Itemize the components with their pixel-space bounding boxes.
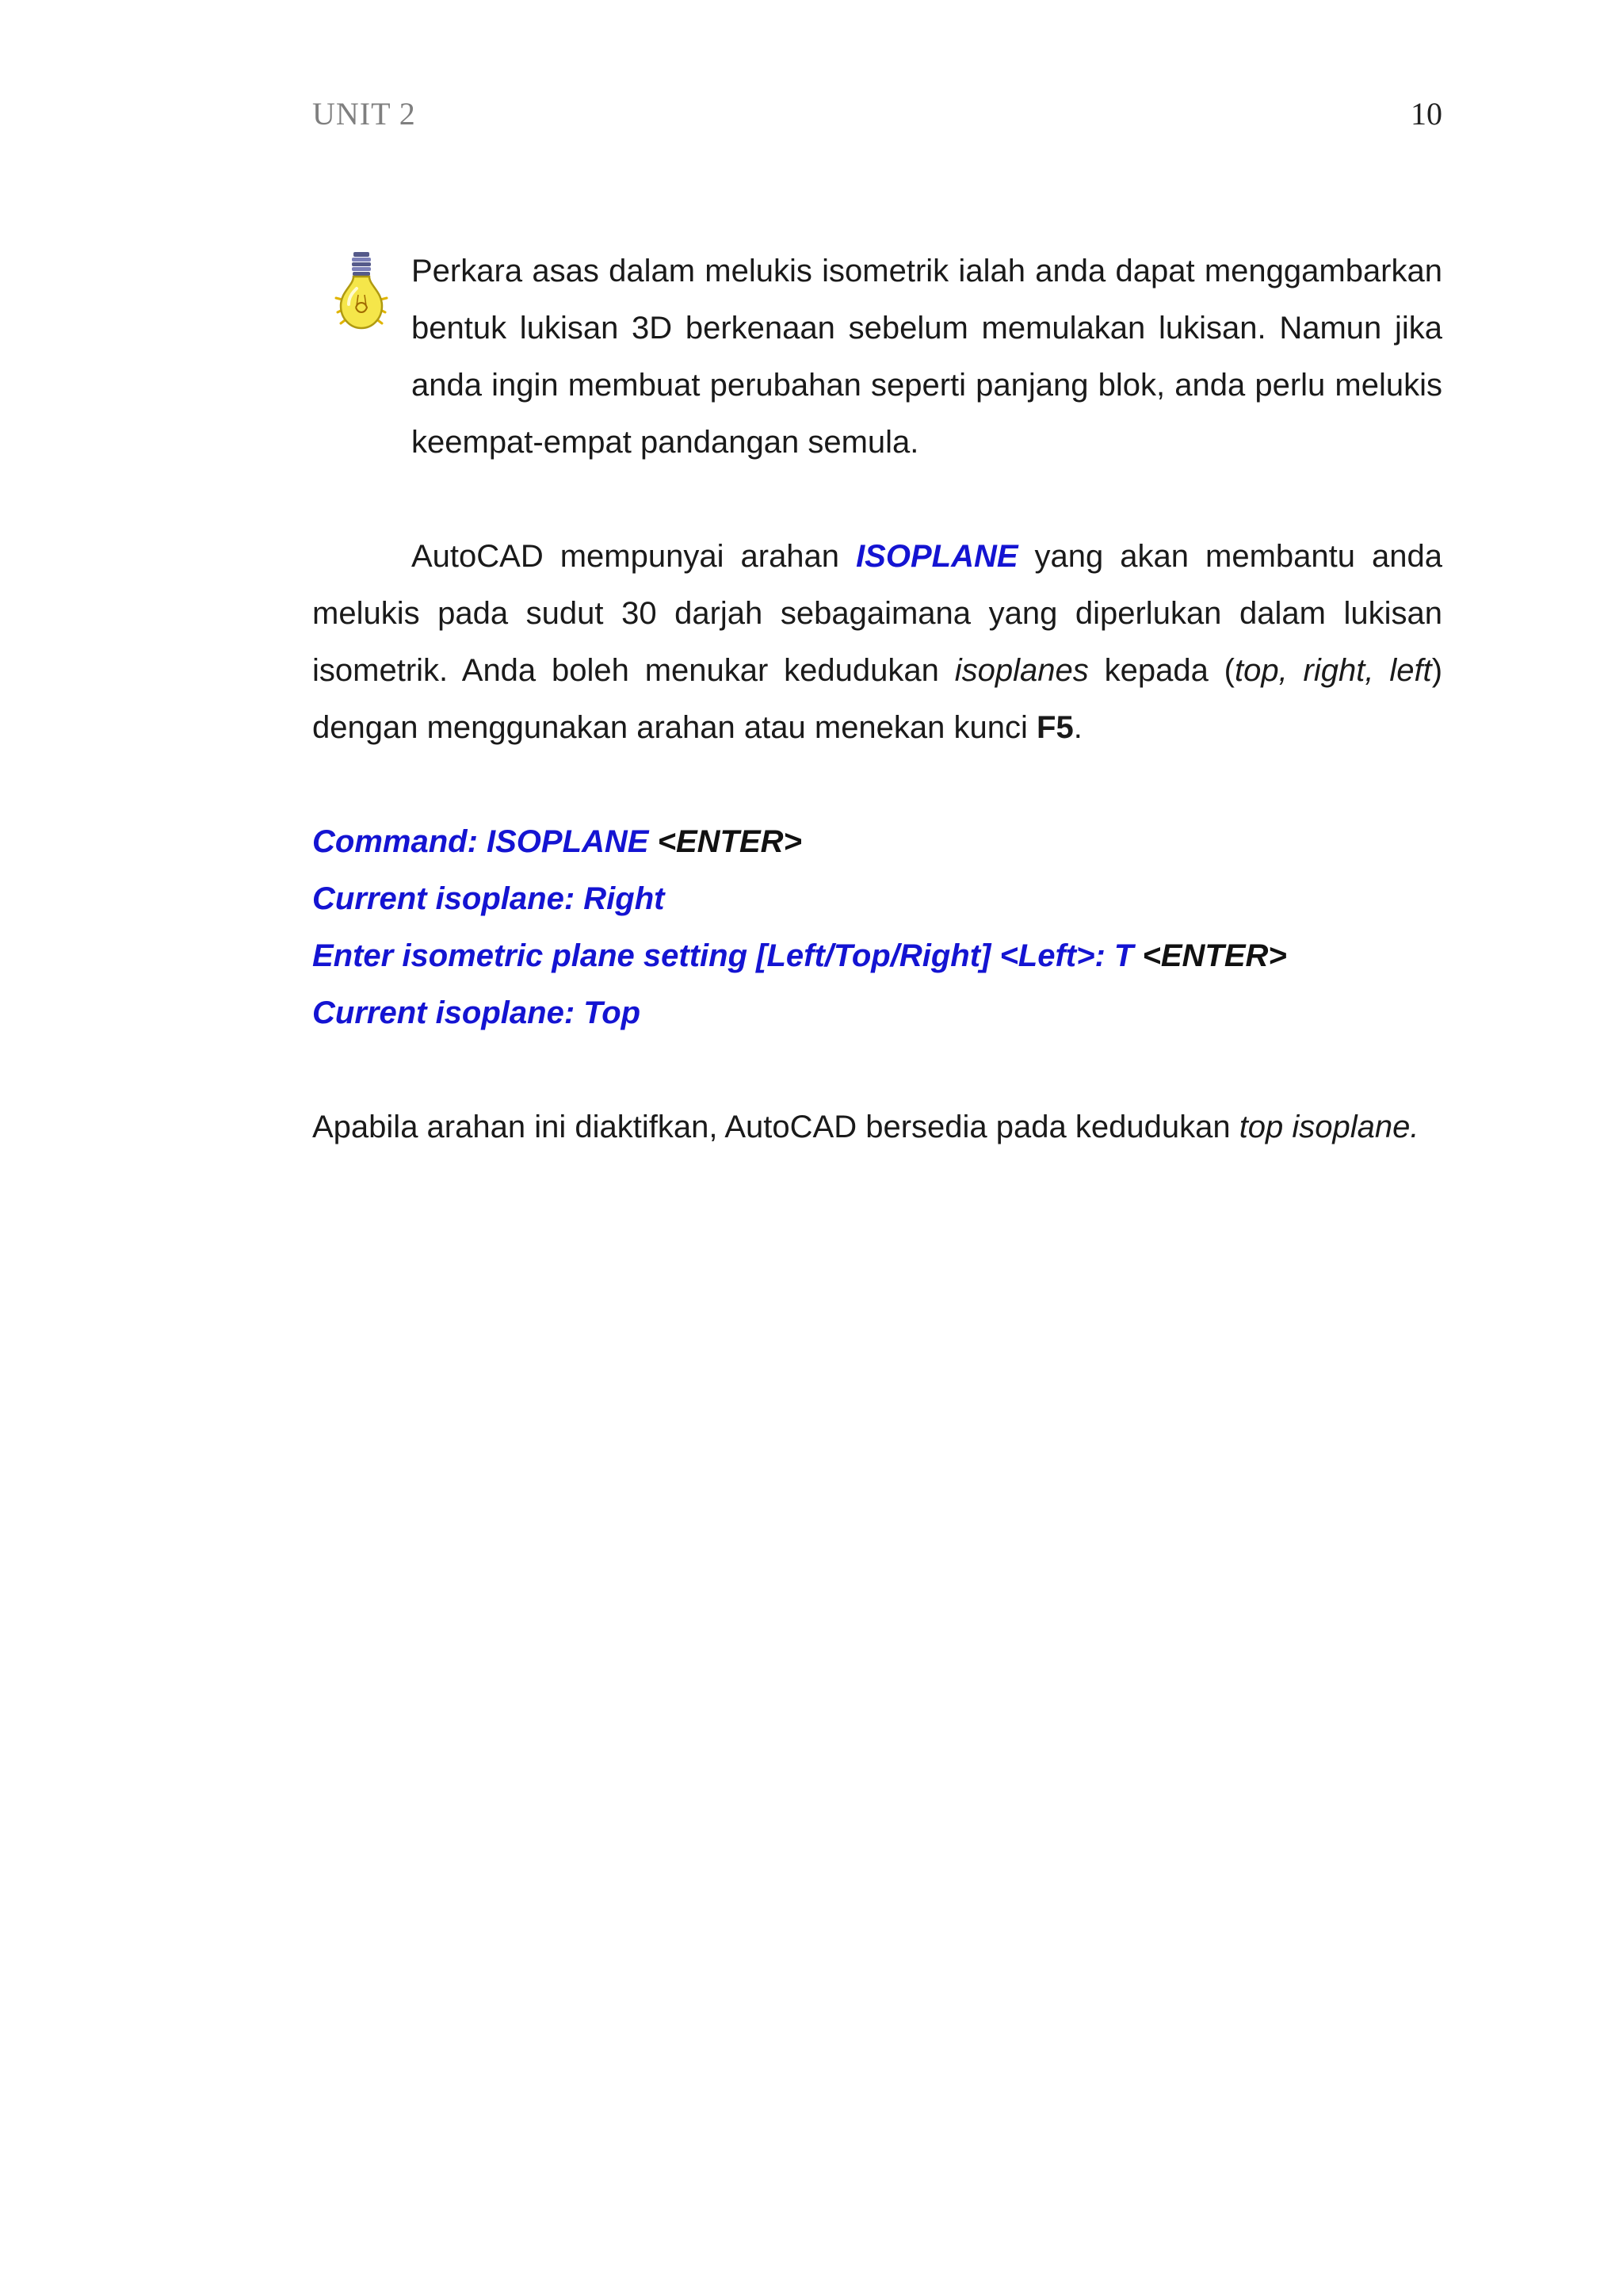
top-isoplane-term: top isoplane. [1239,1110,1419,1144]
command-prompt: Enter isometric plane setting [Left/Top/Right] <Left>: T [312,938,1134,973]
isoplane-paragraph [312,528,1442,756]
command-prompt: Command: ISOPLANE [312,824,649,859]
command-line-4 [312,984,1442,1041]
text-segment: . [1073,710,1083,745]
text-segment: yang akan membantu anda melukis pada sudut 30 darjah sebagaimana yang diperlukan dalam lukisan isometrik. Anda boleh menukar kedudukan [312,539,1442,688]
unit-label: UNIT 2 [312,96,416,132]
text-segment: kepada ( [1088,653,1235,688]
text-segment: ) dengan menggunakan arahan atau menekan kunci [312,653,1443,745]
f5-key: F5 [1037,710,1074,745]
page-number: 10 [1411,96,1442,132]
command-line-2 [312,870,1442,927]
tip-text: Perkara asas dalam melukis isometrik ialah anda dapat menggambarkan bentuk lukisan 3D berkenaan sebelum memulakan lukisan. Namun jika anda ingin membuat perubahan seperti panjang blok, anda perlu melukis keempat-empat pandangan semula. [411,254,1442,460]
isoplanes-term: isoplanes [954,653,1089,688]
command-output: Current isoplane: Top [312,995,641,1030]
isoplane-keyword: ISOPLANE [856,539,1018,574]
enter-key: <ENTER> [1133,938,1287,973]
command-output: Current isoplane: Right [312,881,665,916]
page-header [312,95,1442,143]
text-segment: AutoCAD mempunyai arahan [411,539,857,574]
text-segment: Apabila arahan ini diaktifkan, AutoCAD bersedia pada kedudukan [312,1110,1239,1144]
command-line-3 [312,927,1442,984]
final-paragraph [312,1098,1442,1156]
command-block [312,813,1442,1041]
command-line-1 [312,813,1442,870]
isoplane-options: top, right, left [1235,653,1432,688]
enter-key: <ENTER> [648,824,802,859]
lightbulb-icon [330,249,393,336]
